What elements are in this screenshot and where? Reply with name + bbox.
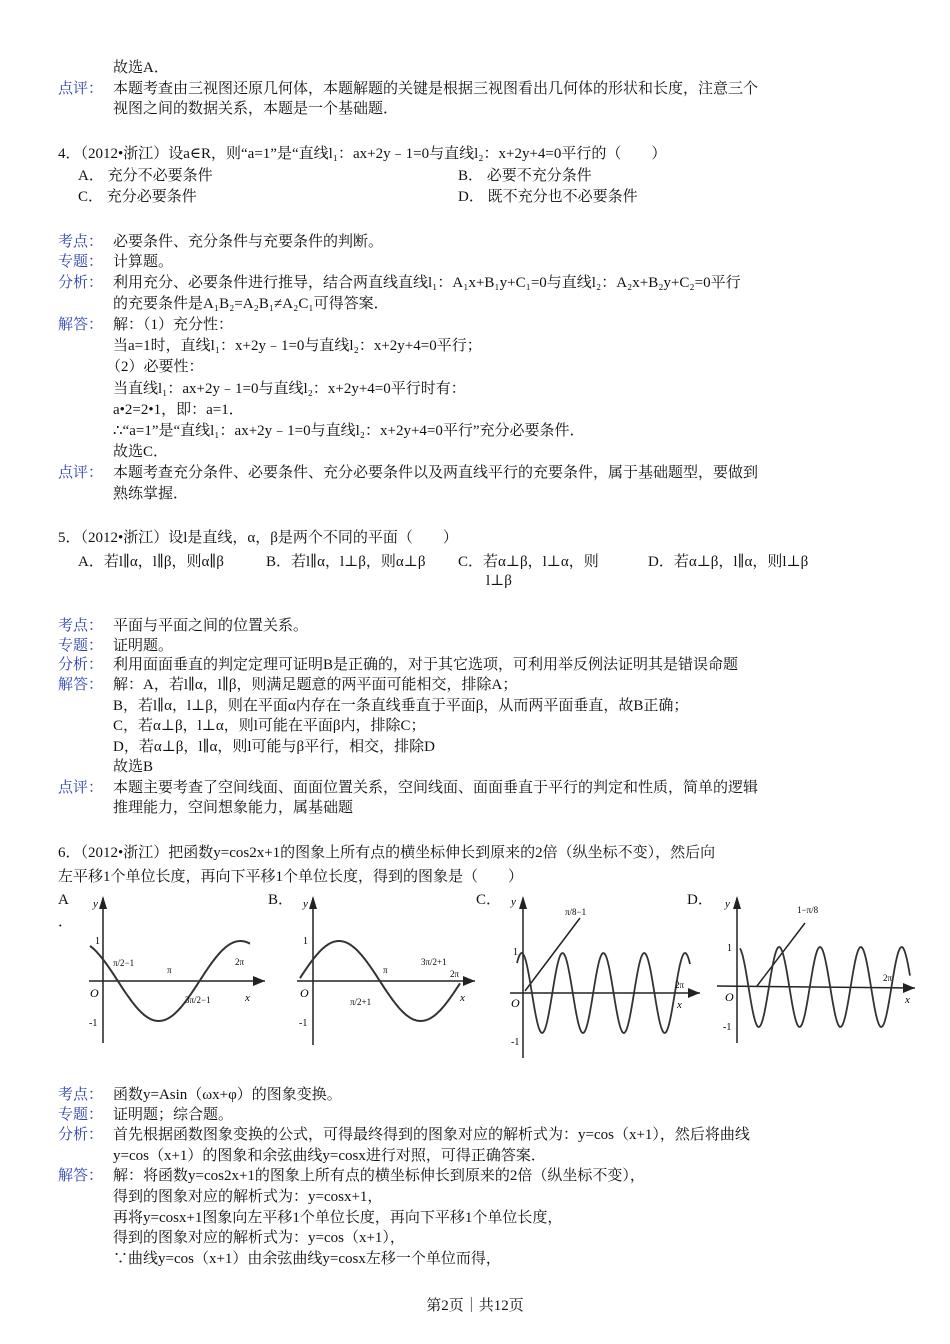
option-a-label: A (58, 892, 69, 908)
fenxi-line: 首先根据函数图象变换的公式，可得最终得到的图象对应的解析式为：y=cos（x+1），然后将曲线 (113, 1127, 750, 1143)
option-a: A． 充分不必要条件 (78, 168, 213, 184)
label-jieda: 解答： (58, 317, 104, 333)
tick-label: 2π (235, 957, 245, 967)
tick-neg1: -1 (511, 1037, 520, 1048)
graph-a (85, 893, 270, 1048)
option-b: B．若l∥α，l⊥β，则α⊥β (266, 554, 426, 570)
tick-label: 2π (675, 980, 685, 990)
fenxi-line: y=cos（x+1）的图象和余弦曲线y=cosx进行对照，可得正确答案． (113, 1148, 546, 1164)
label-dianping: 点评： (58, 465, 104, 481)
origin-label: O (300, 986, 309, 1000)
tick-label: 3π/2+1 (421, 957, 447, 967)
zhuanti-text: 证明题；综合题。 (113, 1107, 234, 1123)
label-jieda: 解答： (58, 1168, 104, 1184)
tick-neg1: -1 (723, 1022, 732, 1033)
dianping-line: 熟练掌握． (113, 486, 189, 502)
label-kaodian: 考点： (58, 618, 104, 634)
tick-label: 2π (883, 973, 893, 983)
dianping-line: 推理能力，空间想象能力，属基础题 (113, 800, 354, 816)
axis-x-label: x (460, 992, 465, 1004)
tick-label: π/2+1 (350, 997, 372, 1007)
option-b: B． 必要不充分条件 (458, 168, 592, 184)
dianping-line: 本题考查充分条件、必要条件、充分必要条件以及两直线平行的充要条件，属于基础题型，要做到 (113, 465, 759, 481)
text-line: 本题考查由三视图还原几何体，本题解题的关键是根据三视图看出几何体的形状和长度，注意三个 (113, 81, 759, 97)
tick-neg1: -1 (89, 1018, 98, 1029)
label-fenxi: 分析： (58, 275, 104, 291)
option-c-label: C． (476, 892, 502, 908)
jieda-line: ∴“a=1”是“直线l₁：ax+2y﹣1=0与直线l₂：x+2y+4=0平行”充分必要条件． (113, 423, 585, 439)
tick-label: 3π/2−1 (185, 995, 211, 1005)
label-zhuanti: 专题： (58, 1107, 104, 1123)
axis-y-label: y (725, 898, 730, 910)
page-footer: 第2页｜共12页 (426, 1298, 524, 1314)
jieda-line: ∵曲线y=cos（x+1）由余弦曲线y=cosx左移一个单位而得， (113, 1251, 501, 1267)
axis-x-label: x (245, 992, 250, 1004)
kaodian-text: 必要条件、充分条件与充要条件的判断。 (113, 234, 384, 250)
axis-x-label: x (905, 994, 910, 1006)
label-jieda: 解答： (58, 677, 104, 693)
fenxi-line: 的充要条件是A₁B₂=A₂B₁≠A₂C₁可得答案． (113, 296, 389, 312)
dianping-line: 本题主要考查了空间线面、面面位置关系，空间线面、面面垂直于平行的判定和性质，简单的逻辑 (113, 780, 759, 796)
option-b-label: B． (268, 892, 294, 908)
text-line: 故选A． (113, 60, 169, 76)
jieda-line: 当a=1时，直线l₁：x+2y﹣1=0与直线l₂：x+2y+4=0平行； (113, 338, 482, 354)
zhuanti-text: 计算题。 (113, 254, 174, 270)
jieda-line: 解：A，若l∥α，l∥β，则满足题意的两平面可能相交，排除A； (113, 677, 518, 693)
origin-label: O (511, 996, 520, 1010)
text-line: 视图之间的数据关系，本题是一个基础题． (113, 101, 399, 117)
label-zhuanti: 专题： (58, 638, 104, 654)
tick-label: π (383, 965, 388, 975)
axis-x-label: x (677, 999, 682, 1011)
graph-c (505, 893, 705, 1063)
origin-label: O (725, 990, 734, 1004)
axis-y-label: y (303, 898, 308, 910)
jieda-line: 解：（1）充分性： (113, 317, 234, 333)
origin-label: O (90, 986, 99, 1000)
jieda-line: B，若l∥α，l⊥β，则在平面α内存在一条直线垂直于平面β，从而两平面垂直，故B正确； (113, 698, 689, 714)
jieda-line: 再将y=cosx+1图象向左平移1个单位长度，再向下平移1个单位长度， (113, 1210, 563, 1226)
option-d: D． 既不充分也不必要条件 (458, 189, 638, 205)
jieda-line: （2）必要性： (106, 359, 204, 375)
graph-d (715, 893, 920, 1053)
axis-y-label: y (511, 896, 516, 908)
zhuanti-text: 证明题。 (113, 638, 174, 654)
graph-b (295, 893, 480, 1048)
kaodian-text: 平面与平面之间的位置关系。 (113, 618, 309, 634)
jieda-line: 故选B (113, 759, 154, 775)
label-fenxi: 分析： (58, 1127, 104, 1143)
kaodian-text: 函数y=Asin（ωx+φ）的图象变换。 (113, 1087, 342, 1103)
jieda-line: 故选C． (113, 444, 169, 460)
label-kaodian: 考点： (58, 234, 104, 250)
question-5-stem: 5．（2012•浙江）设l是直线，α，β是两个不同的平面（ ） (58, 530, 458, 546)
fenxi-line: 利用充分、必要条件进行推导，结合两直线直线l₁：A₁x+B₁y+C₁=0与直线l₂：A₂x+B₂y+C₂=0平行 (113, 275, 741, 291)
tick-1: 1 (727, 943, 732, 954)
question-6-stem: 6．（2012•浙江）把函数y=cos2x+1的图象上所有点的横坐标伸长到原来的2倍（纵坐标不变），然后向 (58, 845, 716, 861)
tick-1: 1 (303, 936, 308, 947)
jieda-line: 解：将函数y=cos2x+1的图象上所有点的横坐标伸长到原来的2倍（纵坐标不变）， (113, 1168, 645, 1184)
option-c-cont: l⊥β (486, 573, 512, 589)
label-kaodian: 考点： (58, 1087, 104, 1103)
option-c: C．若α⊥β，l⊥α，则 (458, 554, 599, 570)
label-dianping: 点评： (58, 780, 104, 796)
label-comment: 点评： (58, 81, 104, 97)
tick-1: 1 (513, 947, 518, 958)
tick-neg1: -1 (299, 1018, 308, 1029)
tick-label: π (167, 965, 172, 975)
jieda-line: D，若α⊥β，l∥α，则l可能与β平行，相交，排除D (113, 739, 436, 755)
label-fenxi: 分析： (58, 657, 104, 673)
label-zhuanti: 专题： (58, 254, 104, 270)
jieda-line: a•2=2•1，即：a=1． (113, 402, 244, 418)
tick-1: 1 (95, 936, 100, 947)
option-a-dot: ． (58, 914, 74, 930)
jieda-line: C，若α⊥β，l⊥α，则l可能在平面β内，排除C； (113, 718, 426, 734)
tick-label: π/8−1 (565, 907, 587, 917)
tick-label: 1−π/8 (797, 905, 819, 915)
option-c: C． 充分必要条件 (78, 189, 197, 205)
option-a: A．若l∥α，l∥β，则α∥β (78, 554, 224, 570)
fenxi-text: 利用面面垂直的判定定理可证明B是正确的，对于其它选项，可利用举反例法证明其是错误命题 (113, 657, 739, 673)
jieda-line: 得到的图象对应的解析式为：y=cos（x+1）， (113, 1230, 405, 1246)
option-d: D．若α⊥β，l∥α，则l⊥β (648, 554, 809, 570)
tick-label: 2π (450, 969, 460, 979)
axis-y-label: y (93, 898, 98, 910)
option-d-label: D． (687, 892, 713, 908)
jieda-line: 得到的图象对应的解析式为：y=cosx+1， (113, 1189, 383, 1205)
question-4-stem: 4．（2012•浙江）设a∈R，则“a=1”是“直线l₁：ax+2y﹣1=0与直线l₂：x+2y+4=0平行的（ ） (58, 146, 667, 162)
question-6-stem: 左平移1个单位长度，再向下平移1个单位长度，得到的图象是（ ） (58, 869, 524, 885)
jieda-line: 当直线l₁：ax+2y﹣1=0与直线l₂：x+2y+4=0平行时有： (113, 381, 466, 397)
tick-label: π/2−1 (113, 958, 135, 968)
